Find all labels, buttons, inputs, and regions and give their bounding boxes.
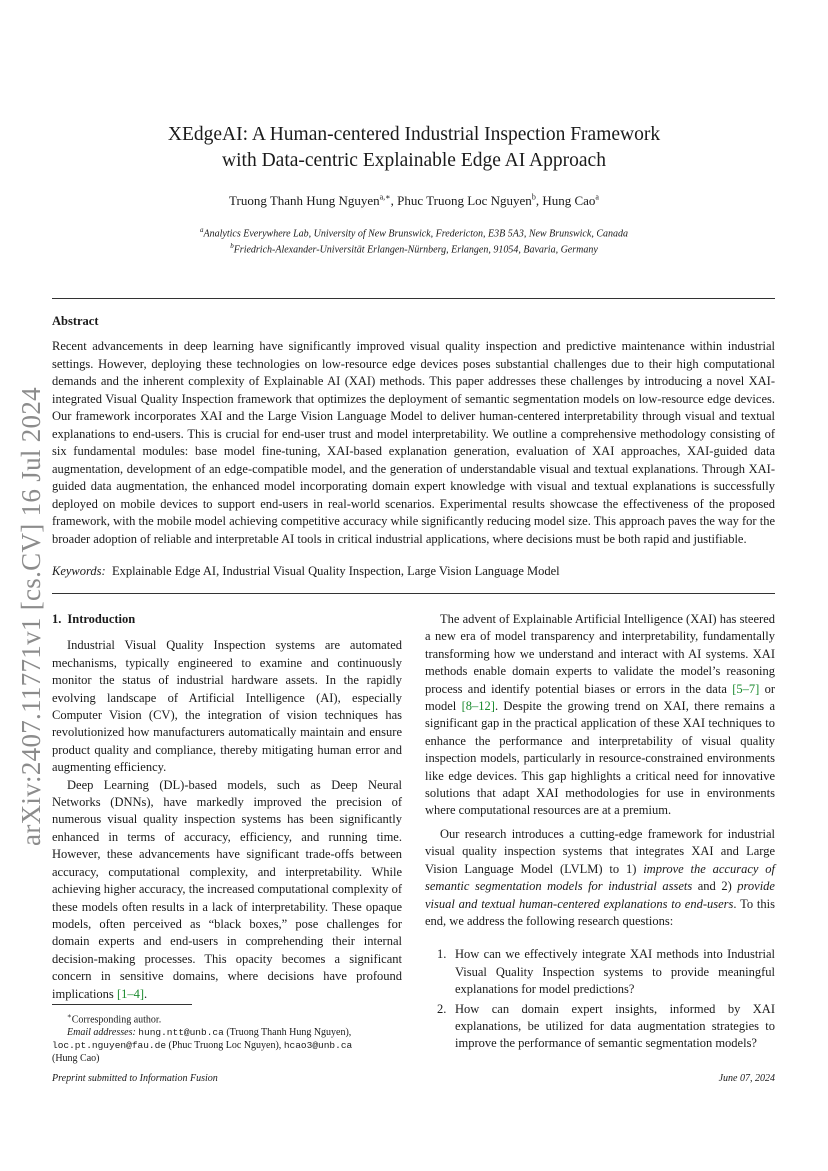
author-2: Phuc Truong Loc Nguyen$^b$, [397,193,543,209]
affiliation-a: $^a$Analytics Everywhere Lab, University of New Brunswick, Fredericton, E3B 5A3, New Brunswick, Canada [200,226,628,240]
affiliation-b: $^b$Friedrich-Alexander-Universität Erlangen-Nürnberg, Erlangen, 91054, Bavaria, Germany [230,242,598,256]
footnote-emails-cont: loc.pt.nguyen@fau.de (Phuc Truong Loc Nguyen), hcao3@unb.ca [52,1040,353,1052]
title-line-1: XEdgeAI: A Human-centered Industrial Inspection Framework [167,124,661,145]
intro-paragraph-3: The advent of Explainable Artificial Intelligence (XAI) has steered a new era of model transparency and interpretability, fundamentally transforming how we understand and interact with AI systems. XAI methods enable domain experts to validate the model’s reasoning process and identify potential biases or errors in the data [5–7] or model [8–12]. Despite the growing trend on XAI, there remains a significant gap in the practical application of these XAI techniques to enhance the performance and interpretability of visual quality inspection models, particularly in resource-constrained environments like edge devices. This gap highlights a critical need for innovative solutions that adapt XAI methodologies for use in environments where computational resources are at a premium. [425,612,776,818]
footnote-corresponding: ∗Corresponding author. [67,1012,162,1026]
email-link-3[interactable]: hcao3@unb.ca [283,1040,353,1052]
email-link-2[interactable]: loc.pt.nguyen@fau.de [52,1040,167,1052]
citation-link[interactable]: [8–12] [461,699,495,714]
paper-title [0,122,828,174]
keywords-text: Explainable Edge AI, Industrial Visual Quality Inspection, Large Vision Language Model [111,564,560,578]
list-item: 2. How can domain expert insights, informed by XAI explanations, be utilized for data augmentation strategies to improve the performance of semantic segmentation models? [437,1001,775,1051]
email-link-1[interactable]: hung.ntt@unb.ca [138,1027,224,1039]
citation-link[interactable]: [1–4] [116,986,145,1001]
arxiv-watermark [14,376,48,856]
research-questions-list [425,946,775,1052]
title-line-2: with Data-centric Explainable Edge AI Approach [222,150,606,171]
intro-paragraph-1: Industrial Visual Quality Inspection systems are automated mechanisms, typically engineered to examine and continuously monitor the status of industrial hardware assets. In the rapidly evolving landscape of Artificial Intelligence (AI), especially Computer Vision (CV), the integration of vision techniques has revolutionized how manufacturers automatically maintain and ensure product quality and compliance, thereby mitigating human error and augmenting efficiency. [52,638,402,775]
author-1: Truong Thanh Hung Nguyen$^{a,∗}$, [229,193,398,209]
list-item: 1. How can we effectively integrate XAI methods into Industrial Visual Quality Inspection systems to provide meaningful explanations for model predictions? [437,947,775,997]
section-heading-introduction: 1. Introduction [52,612,136,626]
keywords-label: Keywords: [52,564,106,578]
right-column [425,611,775,1055]
affiliations [0,224,828,257]
top-divider [52,298,775,299]
footnote-emails-end: (Hung Cao) [52,1053,100,1065]
intro-paragraph-2: Deep Learning (DL)-based models, such as Deep Neural Networks (DNNs), have markedly improved the precision of numerous visual quality inspection systems has been significantly enhanced in terms of accuracy, efficiency, and running time. However, these advancements have significant trade-offs between accuracy, computational complexity, and interpretability. While achieving higher accuracy, the increased computational complexity of these models often results in a lack of interpretability. These opaque models, often perceived as “black boxes,” pose challenges for domain experts and end-users in comprehending their internal decision-making processes. This opacity becomes a significant concern in sensitive domains, where decisions have profound implications [1–4]. [52,777,402,1001]
arxiv-id-text: arXiv:2407.11771v1 [cs.CV] 16 Jul 2024 [15,386,46,846]
footnote-divider [52,1004,192,1005]
footnote-emails: Email addresses: hung.ntt@unb.ca (Truong Thanh Hung Nguyen), [67,1027,352,1039]
abstract-divider [52,593,775,594]
citation-link[interactable]: [5–7] [732,681,760,696]
footer-date: June 07, 2024 [718,1073,775,1084]
author-3: Hung Cao$^a$ [542,193,599,209]
author-list [0,193,828,209]
intro-paragraph-4: Our research introduces a cutting-edge framework for industrial visual quality inspection systems that integrates XAI and Large Vision Language Model (LVLM) to 1) improve the accuracy of semantic segmentation models for industrial assets and 2) provide visual and textual human-centered explanations to end-users. To this end, we address the following research questions: [425,826,775,928]
abstract-heading: Abstract [52,314,99,328]
abstract-text: Recent advancements in deep learning have significantly improved visual quality inspection and predictive maintenance within industrial settings. However, deploying these technologies on low-resource edge devices poses substantial challenges due to their high computational demands and the inherent complexity of Explainable AI (XAI) methods. This paper addresses these challenges by introducing a novel XAI-integrated Visual Quality Inspection framework that optimizes the deployment of semantic segmentation models on low-resource edge devices. Our framework incorporates XAI and the Large Vision Language Model to deliver human-centered interpretability through visual and textual explanations to end-users. This is crucial for end-user trust and model interpretability. We outline a comprehensive methodology consisting of six fundamental modules: base model fine-tuning, XAI-based explanation generation, evaluation of XAI approaches, XAI-guided data augmentation, development of an edge-compatible model, and the generation of understandable visual and textual explanations. Through XAI-guided data augmentation, the enhanced model incorporating domain expert knowledge with visual and textual explanations is successfully deployed on mobile devices to support end-users in real-world scenarios. Experimental results showcase the effectiveness of the proposed framework, with the mobile model achieving competitive accuracy while significantly reducing model size. This approach paves the way for the broader adoption of reliable and interpretable AI tools in critical industrial applications, where decisions must be both rapid and justifiable. [52,339,775,546]
keywords [52,564,560,579]
left-column [52,611,402,1003]
footer-venue: Preprint submitted to Information Fusion [52,1073,218,1084]
footnotes [52,1010,402,1065]
